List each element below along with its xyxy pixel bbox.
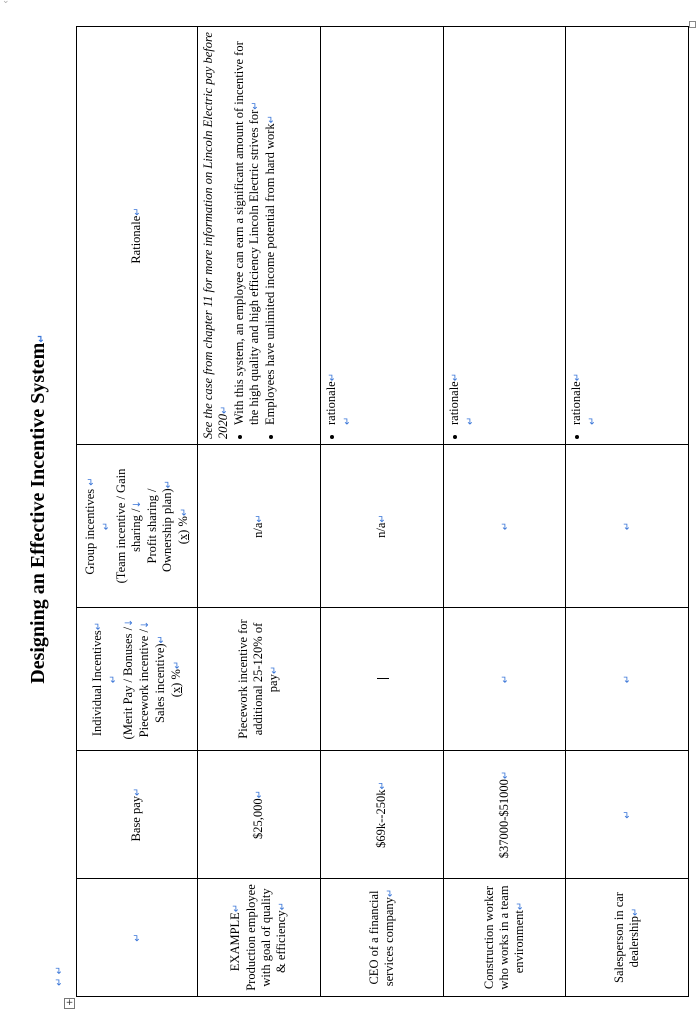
incentive-table (76, 26, 689, 997)
job-cell[interactable]: EXAMPLE↵ Production employee with goal of quality & efficiency↵ (198, 879, 321, 997)
text-cursor (377, 679, 389, 680)
table-row (198, 27, 321, 997)
individual-incentive-cell[interactable]: ↵ (566, 608, 689, 751)
job-cell[interactable]: Salesperson in car dealership↵ (566, 879, 689, 997)
page-title: Designing an Effective Incentive System↵ (27, 334, 49, 684)
table-row (566, 27, 689, 997)
header-rationale-cell[interactable]: Rationale↵ (77, 27, 198, 445)
table-move-handle-icon[interactable]: + (65, 998, 74, 1008)
table-resize-handle[interactable] (689, 21, 696, 28)
header-individual-incentives-cell[interactable]: Individual Incentives↵ ↵ (Merit Pay / Bonuses /↓ Piecework incentive /↓ Sales incentive)↵ (x) %↵ (77, 608, 198, 751)
base-pay-cell[interactable]: $37000-$51000↵ (444, 751, 566, 879)
group-incentive-cell[interactable]: n/a↵ (198, 445, 321, 608)
collapse-chevron-icon: ⌄ (2, 0, 10, 6)
job-cell[interactable]: Construction worker who works in a team environment↵ (444, 879, 566, 997)
table-row (444, 27, 566, 997)
individual-incentive-cell[interactable] (321, 608, 444, 751)
group-incentive-cell[interactable]: ↵ (444, 445, 566, 608)
group-incentive-cell[interactable]: ↵ (566, 445, 689, 608)
table-row (321, 27, 444, 997)
individual-incentive-cell[interactable]: ↵ (444, 608, 566, 751)
job-cell[interactable]: CEO of a financial services company↵ (321, 879, 444, 997)
rationale-cell[interactable]: See the case from chapter 11 for more information on Lincoln Electric pay before 2020↵ • With this system, an employee can earn a significant amount of incentive for the high quality and high efficiency Lincoln Electric strives for↵ • Employees have unlimited income potential from hard work↵ (198, 27, 321, 445)
incentive-table-region (76, 27, 688, 997)
empty-paragraph-marks: ↵ ↵ (54, 966, 65, 986)
base-pay-cell[interactable]: ↵ (566, 751, 689, 879)
individual-incentive-cell[interactable]: Piecework incentive for additional 25-120% of pay↵ (198, 608, 321, 751)
base-pay-cell[interactable]: $69k--250k↵ (321, 751, 444, 879)
header-blank-cell[interactable]: ↵ (77, 879, 198, 997)
table-header-row (77, 27, 198, 997)
rationale-cell[interactable]: • rationale↵ ↵ (444, 27, 566, 445)
rationale-cell[interactable]: • rationale↵ ↵ (566, 27, 689, 445)
rationale-cell[interactable]: • rationale↵ ↵ (321, 27, 444, 445)
group-incentive-cell[interactable]: n/a↵ (321, 445, 444, 608)
header-group-incentives-cell[interactable]: Group incentives ↵ ↵ (Team incentive / Gain sharing /↓ Profit sharing / Ownership plan)↵ (x) %↵ (77, 445, 198, 608)
header-base-pay-cell[interactable]: Base pay↵ (77, 751, 198, 879)
base-pay-cell[interactable]: $25,000↵ (198, 751, 321, 879)
